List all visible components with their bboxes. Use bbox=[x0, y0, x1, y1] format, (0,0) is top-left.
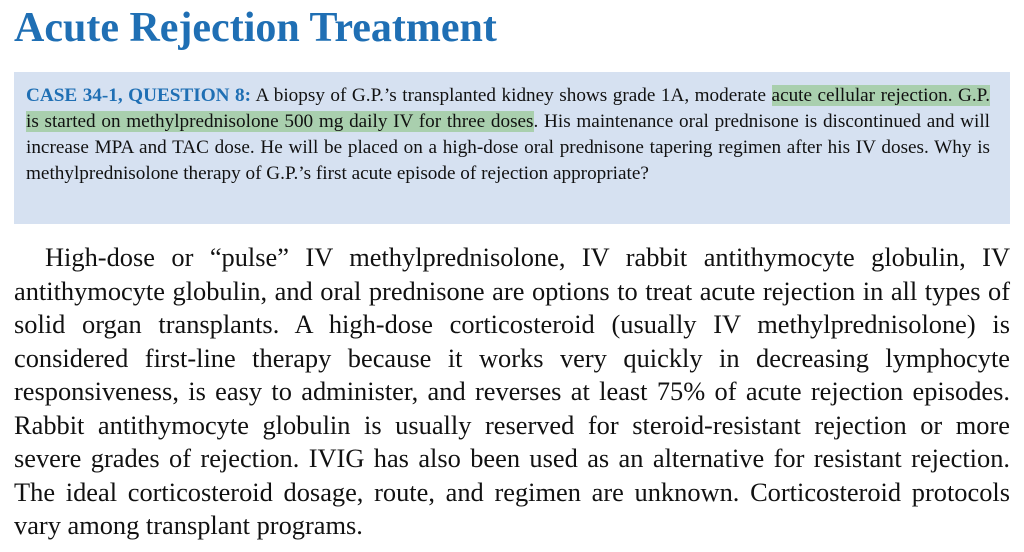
case-question-label: CASE 34-1, QUESTION 8: bbox=[26, 85, 251, 106]
case-question-text-after: . His maintenance oral prednisone is discontinued and will increase MPA and TAC dose. He will be placed on a high-dose oral prednisone tapering regimen after his IV doses. Why is methylprednisolone therapy of G.P.’s first acute episode of rejection appropriate? bbox=[26, 111, 990, 184]
section-heading: Acute Rejection Treatment bbox=[14, 5, 497, 51]
answer-paragraph: High-dose or “pulse” IV methylprednisolone, IV rabbit antithymocyte globulin, IV antithymocyte globulin, and oral prednisone are options to treat acute rejection in all types of solid organ transplants. A high-dose corticosteroid (usually IV methylprednisolone) is considered first-line therapy because it works very quickly in decreasing lymphocyte responsiveness, is easy to administer, and reverses at least 75% of acute rejection episodes. Rabbit antithymocyte globulin is usually reserved for steroid-resistant rejection or more severe grades of rejection. IVIG has also been used as an alternative for resistant rejection. The ideal corticosteroid dosage, route, and regimen are unknown. Corticosteroid protocols vary among transplant programs. bbox=[14, 242, 1010, 540]
case-question-text-before: A biopsy of G.P.’s transplanted kidney shows grade 1A, moderate bbox=[250, 85, 772, 106]
case-question-highlighted-text[interactable]: acute cellular rejection. G.P. is started on methylprednisolone 500 mg daily IV for three doses bbox=[26, 85, 990, 132]
case-question-box bbox=[14, 72, 1010, 224]
